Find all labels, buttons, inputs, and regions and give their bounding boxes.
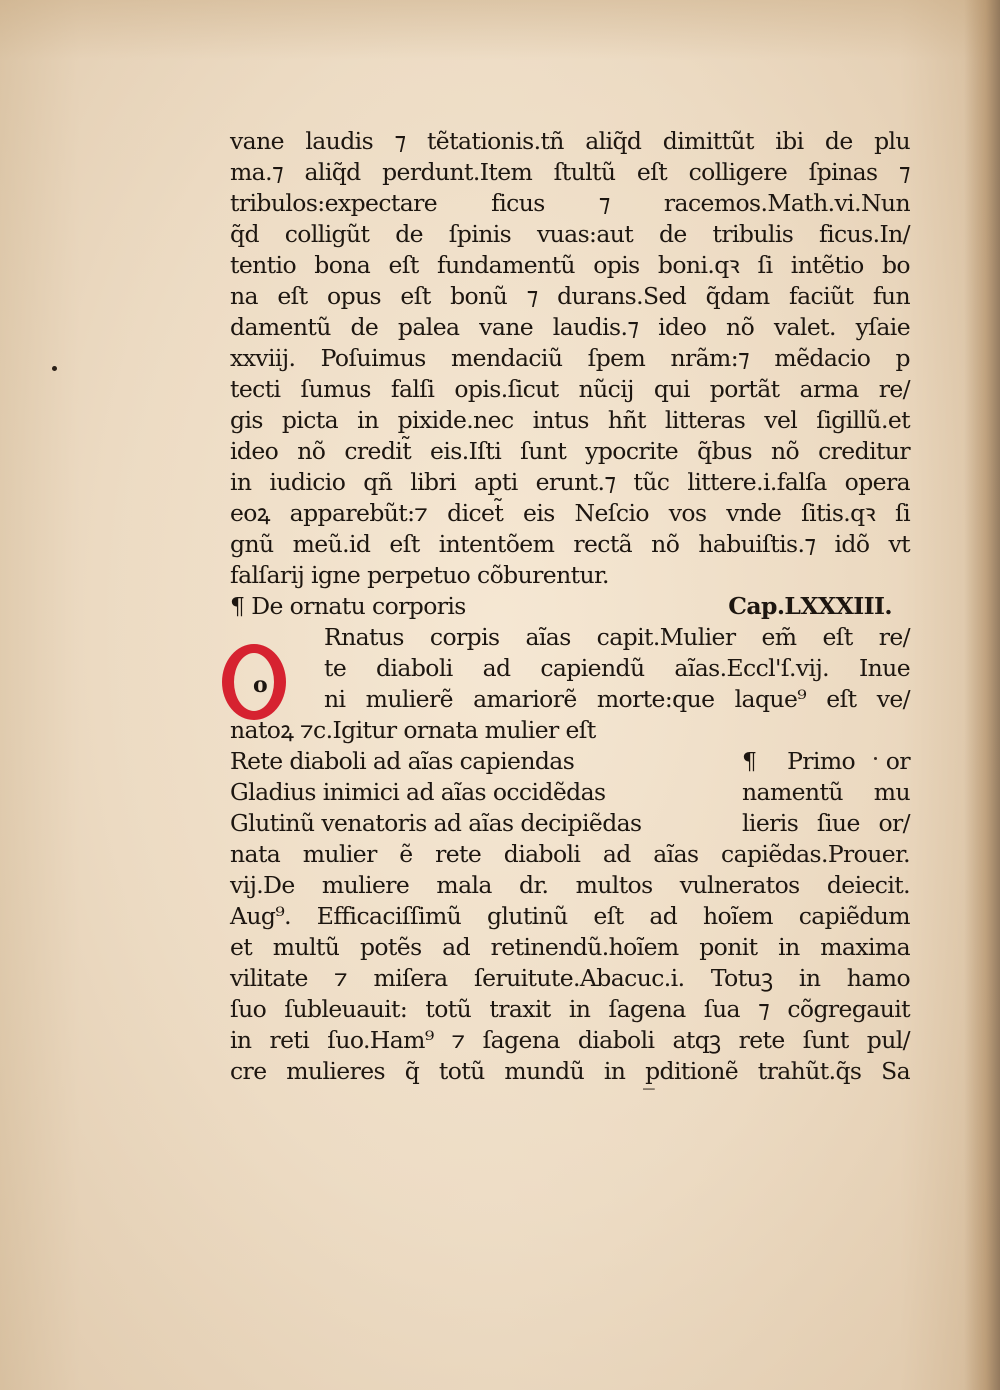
guide-letter: o (253, 672, 268, 698)
text-block (230, 126, 910, 1087)
text-line: Rnatus corpis aĩas capit.Mulier em̃ eſt re/ (324, 623, 910, 651)
page-top-shading (0, 0, 1000, 60)
list-row (230, 777, 910, 808)
text-line: ſuo ſubleuauit: totũ traxit in ſagena ſua ⁊ cõgregauit (230, 995, 910, 1023)
text-line: gis picta in pixide.nec intus hñt litteras vel ſigillũ.et (230, 406, 910, 434)
text-line: tentio bona eſt fundamentũ opis boni.qꝛ ſi intẽtio bo (230, 251, 910, 279)
text-line: ideo nõ credit̃ eis.Iſti ſunt ypocrite q̃bus nõ creditur (230, 437, 910, 465)
list-row (230, 808, 910, 839)
list-item-right: lieris ſiue or/ (742, 809, 910, 837)
page-binding-edge (964, 0, 1000, 1390)
text-line: ni mulierẽ amariorẽ morte:que laque⁹ eſt ve/ (324, 685, 910, 713)
list-item-right: namentũ mu (742, 778, 910, 806)
text-line: cre mulieres q̃ totũ mundũ in p̲ditionẽ trahũt.q̃s Sa (230, 1057, 910, 1085)
text-line: vij.De muliere mala dr. multos vulneratos deiecit. (230, 871, 910, 899)
text-line: in iudicio qñ libri apti erunt.⁊ tũc littere.i.falſa opera (230, 468, 910, 496)
paragraph-top (230, 126, 910, 591)
margin-ink-speck (52, 366, 57, 371)
text-line: in reti ſuo.Ham⁹ ⁊ ſagena diaboli atqꝫ rete ſunt pul/ (230, 1026, 910, 1054)
list-item-left: Gladius inimici ad aĩas occidẽdas (230, 778, 606, 806)
text-line: Aug⁹. Efficaciſſimũ glutinũ eſt ad hoĩem capiẽdum (230, 902, 910, 930)
chapter-number: Cap.LXXXIII. (728, 592, 892, 620)
list-item-left: Rete diaboli ad aĩas capiendas (230, 747, 575, 775)
text-line: vane laudis ⁊ tẽtationis.tñ aliq̃d dimittũt ibi de plu (230, 127, 910, 155)
rubricated-initial-o (218, 642, 302, 726)
text-line: ma.⁊ aliq̃d perdunt.Item ſtultũ eſt colligere ſpinas ⁊ (230, 158, 910, 186)
text-line: eoꝝ apparebũt:⁊ dicet̃ eis Neſcio vos vnde ſitis.qꝛ ſi (230, 499, 910, 527)
text-line: q̃d colligũt de ſpinis vuas:aut de tribulis ficus.In/ (230, 220, 910, 248)
text-line: nata mulier ẽ rete diaboli ad aĩas capiẽdas.Prouer. (230, 840, 910, 868)
text-line: falſarij igne perpetuo cõburentur. (230, 561, 609, 589)
two-column-list (230, 746, 910, 839)
text-line: tecti ſumus falſi opis.ſicut nũcij qui portãt arma re/ (230, 375, 910, 403)
text-line: et multũ potẽs ad retinendũ.hoĩem ponit in maxima (230, 933, 910, 961)
text-line: natoꝝ ⁊c.Igitur ornata mulier eſt (230, 716, 596, 744)
text-line: damentũ de palea vane laudis.⁊ ideo nõ valet. yſaie (230, 313, 910, 341)
list-row (230, 746, 910, 777)
chapter-heading (230, 591, 910, 622)
chapter-title: ¶ De ornatu corporis (230, 592, 466, 620)
text-line: xxviij. Poſuimus mendaciũ ſpem nrãm:⁊ mẽdacio p (230, 344, 910, 372)
list-item-left: Glutinũ venatoris ad aĩas decipiẽdas (230, 809, 642, 837)
text-line: gnũ meũ.id eſt intentõem rectã nõ habuiſtis.⁊ idõ vt (230, 530, 910, 558)
text-line: tribulos:expectare ficus ⁊ racemos.Math.vi.Nun (230, 189, 910, 217)
text-line: vilitate ⁊ miſera ſeruitute.Abacuc.i. Totuꝫ in hamo (230, 964, 910, 992)
text-line: na eſt opus eſt bonũ ⁊ durans.Sed q̃dam faciũt fun (230, 282, 910, 310)
text-line: te diaboli ad capiendũ aĩas.Eccl'ſ.vij. Inue (324, 654, 910, 682)
paragraph-bottom (230, 839, 910, 1087)
paragraph-initial (230, 622, 910, 746)
list-item-right: ¶ Primo or (742, 747, 910, 775)
